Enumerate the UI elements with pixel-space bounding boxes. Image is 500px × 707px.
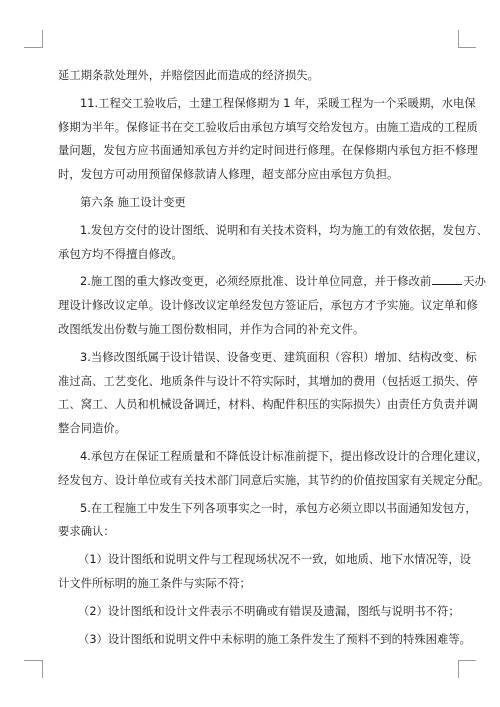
text-line: 工、窝工、人员和机械设备调迁，材料、构配件积压的实际损失）由责任方负责并调 <box>58 398 478 412</box>
crop-mark-bottom-left <box>42 660 43 678</box>
crop-mark-top-left-h <box>24 47 42 48</box>
text-line: 4.承包方在保证工程质量和不降低设计标准前提下，提出修改设计的合理化建议， <box>80 449 489 463</box>
text-line: 准过高、工艺变化、地质条件与设计不符实际时，其增加的费用（包括返工损失、停 <box>58 374 478 388</box>
text-line: 1.发包方交付的设计图纸、说明和有关技术资料，均为施工的有效依据，发包方、 <box>80 223 489 237</box>
text-line: 整合同造价。 <box>58 422 127 436</box>
text-line: 改图纸发出份数与施工图份数相同，并作为合同的补充文件。 <box>58 322 365 336</box>
text-after-blank: 天办 <box>463 275 486 289</box>
fill-in-blank <box>432 274 462 285</box>
text-line: （2）设计图纸和设计文件表示不明确或有错误及遗漏，图纸与说明书不符； <box>78 604 460 618</box>
text-line: 时，发包方可动用预留保修款请人修理，超支部分应由承包方负担。 <box>58 168 399 182</box>
crop-mark-top-left <box>42 30 43 48</box>
crop-mark-bottom-right-h <box>458 660 476 661</box>
text-line: 量问题，发包方应书面通知承包方并约定时间进行修理。在保修期内承包方拒不修理 <box>58 144 478 158</box>
text-line: （1）设计图纸和说明文件与工程现场状况不一致，如地质、地下水情况等，设 <box>78 553 472 567</box>
crop-mark-top-right-h <box>458 47 476 48</box>
text-line: 3.当修改图纸属于设计错误、设备变更、建筑面积（容积）增加、结构改变、标 <box>80 350 477 364</box>
text-line: 要求确认： <box>58 525 115 539</box>
text-line: 延工期条款处理外，并赔偿因此而造成的经济损失。 <box>58 69 319 82</box>
crop-mark-bottom-right <box>458 660 459 678</box>
text-line: 理设计修改议定单。设计修改议定单经发包方签证后，承包方才予实施。议定单和修 <box>58 299 478 313</box>
crop-mark-top-right <box>458 30 459 48</box>
text-line: 经发包方、设计单位或有关技术部门同意后实施，其节约的价值按国家有关规定分配。 <box>58 473 490 487</box>
text-line: （3）设计图纸和说明文件中未标明的施工条件发生了预料不到的特殊困难等。 <box>78 632 472 646</box>
text-line-with-blank <box>58 270 486 294</box>
document-body <box>58 64 490 651</box>
section-heading: 第六条 施工设计变更 <box>80 195 186 209</box>
crop-mark-bottom-left-h <box>24 660 42 661</box>
text-line: 承包方均不得擅自修改。 <box>58 247 183 261</box>
text-line: 5.在工程施工中发生下列各项事实之一时，承包方必须立即以书面通知发包方， <box>80 501 477 515</box>
text-line: 修期为半年。保修证书在交工验收后由承包方填写交给发包方。由施工造成的工程质 <box>58 120 478 134</box>
text-line: 11.工程交工验收后，土建工程保修期为 1 年，采暖工程为一个采暖期，水电保 <box>80 96 476 110</box>
text-before-blank: 2.施工图的重大修改变更，必须经原批准、设计单位同意，并于修改前 <box>80 275 432 289</box>
text-line: 计文件所标明的施工条件与实际不符； <box>58 576 251 590</box>
